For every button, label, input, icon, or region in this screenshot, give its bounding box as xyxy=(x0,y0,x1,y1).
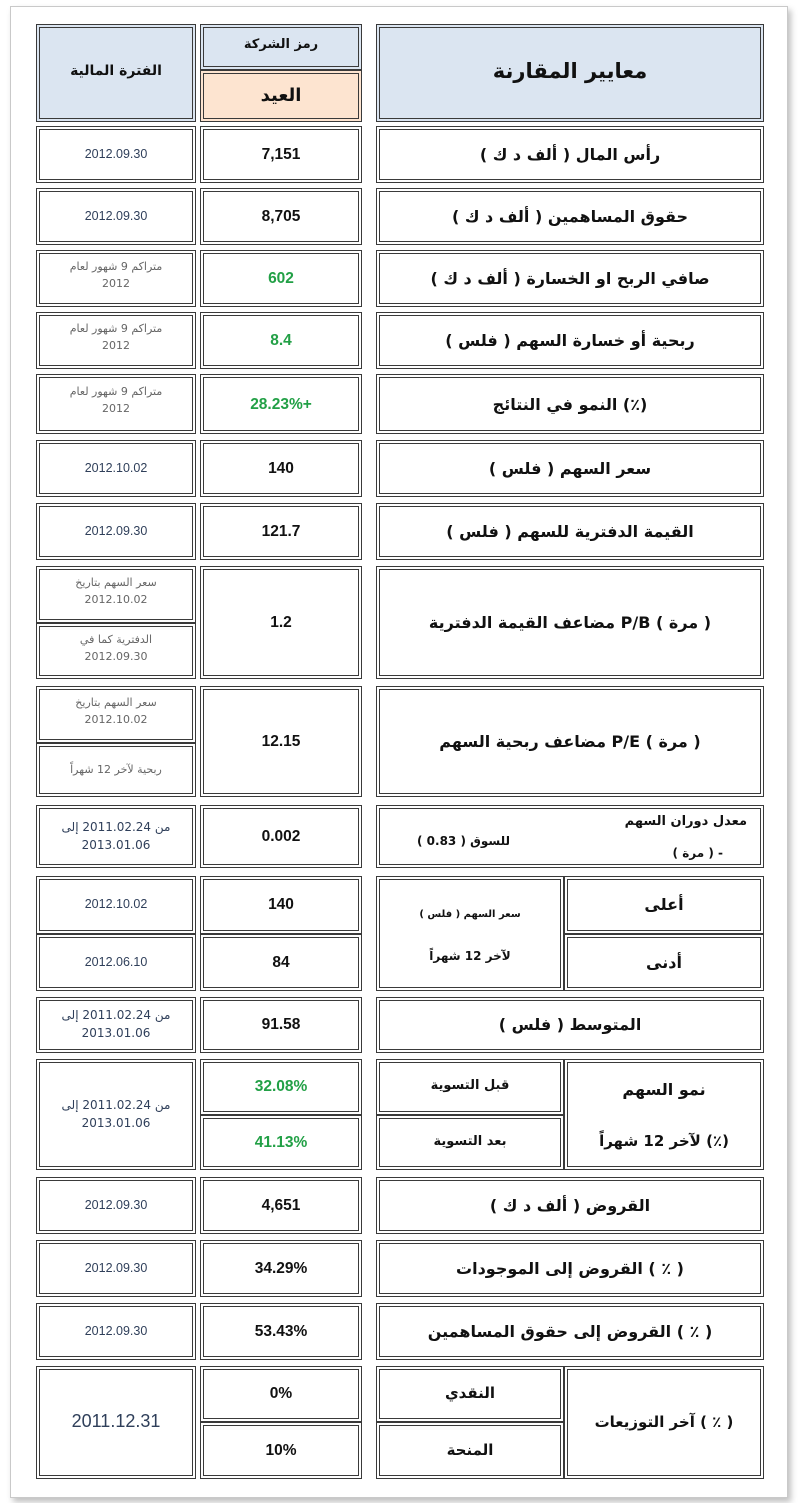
turnover-period: من 2011.02.24 إلى 2013.01.06 xyxy=(61,820,171,852)
growth-label-cell xyxy=(376,374,764,434)
dividends-period: 2011.12.31 xyxy=(71,1411,161,1431)
stock-growth-before-label: قبل التسوية xyxy=(430,1078,510,1093)
stock-growth-period: من 2011.02.24 إلى 2013.01.06 xyxy=(61,1098,171,1130)
equity-label-cell xyxy=(376,188,764,245)
net-profit-label: صافي الربح او الخسارة ( ألف د ك ) xyxy=(430,269,710,288)
pb-value: 1.2 xyxy=(270,614,292,631)
loans-equity-period: 2012.09.30 xyxy=(84,1324,148,1338)
dividends-cash-label: النقدي xyxy=(444,1384,496,1402)
dividends-bonus-label-cell xyxy=(376,1422,564,1479)
turnover-label3: ( مرة ) - xyxy=(672,846,723,860)
stock-growth-label-cell xyxy=(564,1059,764,1170)
range-mid-cell xyxy=(376,876,564,991)
price-value-cell xyxy=(200,440,362,497)
capital-value: 7,151 xyxy=(261,146,301,163)
pb-label-cell xyxy=(376,566,764,679)
dividends-period-cell xyxy=(36,1366,196,1479)
loans-assets-period: 2012.09.30 xyxy=(84,1261,148,1275)
low-value: 84 xyxy=(272,954,290,971)
high-period-cell xyxy=(36,876,196,934)
loans-assets-value: 34.29% xyxy=(254,1260,308,1277)
net-profit-period-cell xyxy=(36,250,196,307)
net-profit-period: متراكم 9 شهور لعام 2012 xyxy=(69,260,163,290)
stock-growth-label1: نمو السهم xyxy=(622,1080,706,1099)
average-period-cell xyxy=(36,997,196,1053)
book-value-value-cell xyxy=(200,503,362,560)
growth-label: النمو في النتائج (٪) xyxy=(492,395,648,414)
stock-growth-after-label: بعد التسوية xyxy=(433,1134,507,1149)
loans-label-cell xyxy=(376,1177,764,1234)
loans-equity-label-cell xyxy=(376,1303,764,1360)
loans-assets-value-cell xyxy=(200,1240,362,1297)
eps-period-cell xyxy=(36,312,196,369)
eps-value: 8.4 xyxy=(270,332,292,349)
loans-assets-label: القروض إلى الموجودات ( ٪ ) xyxy=(456,1259,684,1278)
capital-period-cell xyxy=(36,126,196,183)
high-period: 2012.10.02 xyxy=(84,897,148,911)
eps-label-cell xyxy=(376,312,764,369)
dividends-cash-value-cell xyxy=(200,1366,362,1422)
stock-growth-period-cell xyxy=(36,1059,196,1170)
pb-value-cell xyxy=(200,566,362,679)
equity-period: 2012.09.30 xyxy=(84,209,148,223)
net-profit-value: 602 xyxy=(268,270,294,287)
book-value-period-cell xyxy=(36,503,196,560)
dividends-bonus-value-cell xyxy=(200,1422,362,1479)
pe-period2-cell xyxy=(36,743,196,797)
loans-equity-label: القروض إلى حقوق المساهمين ( ٪ ) xyxy=(427,1322,713,1341)
header-period-label: الفترة المالية xyxy=(70,63,162,79)
growth-period-cell xyxy=(36,374,196,434)
low-period: 2012.06.10 xyxy=(84,955,148,969)
capital-value-cell xyxy=(200,126,362,183)
net-profit-value-cell xyxy=(200,250,362,307)
stock-growth-before-value: 32.08% xyxy=(254,1078,308,1095)
pb-period1-cell xyxy=(36,566,196,623)
stock-growth-after-label-cell xyxy=(376,1115,564,1170)
pe-value-cell xyxy=(200,686,362,797)
stock-growth-after-value: 41.13% xyxy=(254,1134,308,1151)
low-period-cell xyxy=(36,934,196,991)
dividends-cash-value: 0% xyxy=(269,1385,293,1402)
price-period: 2012.10.02 xyxy=(84,461,148,475)
equity-value-cell xyxy=(200,188,362,245)
loans-equity-period-cell xyxy=(36,1303,196,1360)
eps-value-cell xyxy=(200,312,362,369)
average-label-cell xyxy=(376,997,764,1053)
pb-period1: سعر السهم بتاريخ 2012.10.02 xyxy=(75,576,157,606)
stock-growth-before-label-cell xyxy=(376,1059,564,1115)
pe-period1-cell xyxy=(36,686,196,743)
header-company-name: العيد xyxy=(260,85,302,106)
pb-label: مضاعف القيمة الدفترية P/B ( مرة ) xyxy=(428,613,712,632)
average-label: المتوسط ( فلس ) xyxy=(498,1015,642,1034)
low-label-cell xyxy=(564,934,764,991)
book-value-value: 121.7 xyxy=(261,523,301,540)
low-label: أدنى xyxy=(646,953,682,972)
header-code-label: رمز الشركة xyxy=(243,37,319,52)
high-label-cell xyxy=(564,876,764,934)
growth-period: متراكم 9 شهور لعام 2012 xyxy=(69,385,163,415)
price-label-cell xyxy=(376,440,764,497)
price-label: سعر السهم ( فلس ) xyxy=(488,459,652,478)
turnover-period-cell xyxy=(36,805,196,868)
turnover-value-cell xyxy=(200,805,362,868)
loans-label: القروض ( ألف د ك ) xyxy=(489,1196,651,1215)
high-value-cell xyxy=(200,876,362,934)
pb-period2: الدفترية كما في 2012.09.30 xyxy=(79,633,153,663)
range-mid-label1: سعر السهم ( فلس ) xyxy=(419,909,521,920)
header-criteria-cell xyxy=(376,24,764,122)
dividends-bonus-label: المنحة xyxy=(446,1441,494,1459)
pe-period2: ربحية لآخر 12 شهراً xyxy=(70,763,162,776)
average-value-cell xyxy=(200,997,362,1053)
header-code-cell xyxy=(200,24,362,70)
loans-assets-period-cell xyxy=(36,1240,196,1297)
capital-label: رأس المال ( ألف د ك ) xyxy=(479,145,661,164)
stock-growth-after-value-cell xyxy=(200,1115,362,1170)
loans-period: 2012.09.30 xyxy=(84,1198,148,1212)
average-period: من 2011.02.24 إلى 2013.01.06 xyxy=(61,1008,171,1040)
dividends-label: آخر التوزيعات ( ٪ ) xyxy=(594,1413,734,1431)
equity-value: 8,705 xyxy=(261,208,301,225)
average-value: 91.58 xyxy=(261,1016,301,1033)
dividends-label-cell xyxy=(564,1366,764,1479)
pe-period1: سعر السهم بتاريخ 2012.10.02 xyxy=(75,696,157,726)
header-criteria-label: معايير المقارنة xyxy=(492,59,648,83)
equity-label: حقوق المساهمين ( ألف د ك ) xyxy=(451,207,689,226)
stock-growth-label2: لآخر 12 شهراً (٪) xyxy=(599,1132,729,1150)
header-period-cell xyxy=(36,24,196,122)
dividends-cash-label-cell xyxy=(376,1366,564,1422)
loans-period-cell xyxy=(36,1177,196,1234)
loans-equity-value: 53.43% xyxy=(254,1323,308,1340)
turnover-value: 0.002 xyxy=(261,828,301,845)
dividends-bonus-value: 10% xyxy=(265,1442,297,1459)
loans-value-cell xyxy=(200,1177,362,1234)
stock-growth-before-value-cell xyxy=(200,1059,362,1115)
turnover-label-cell xyxy=(376,805,764,868)
high-value: 140 xyxy=(268,896,294,913)
price-value: 140 xyxy=(268,460,294,477)
eps-label: ربحية أو خسارة السهم ( فلس ) xyxy=(445,331,695,350)
book-value-period: 2012.09.30 xyxy=(84,524,148,538)
low-value-cell xyxy=(200,934,362,991)
net-profit-label-cell xyxy=(376,250,764,307)
high-label: أعلى xyxy=(644,895,684,914)
growth-value: 28.23%+ xyxy=(250,396,312,413)
loans-value: 4,651 xyxy=(261,1197,301,1214)
equity-period-cell xyxy=(36,188,196,245)
turnover-label1: معدل دوران السهم xyxy=(624,814,747,829)
turnover-label2: للسوق ( 0.83 ) xyxy=(417,834,510,848)
price-period-cell xyxy=(36,440,196,497)
pe-value: 12.15 xyxy=(261,733,301,750)
range-mid-label2: لآخر 12 شهراً xyxy=(429,949,511,963)
pe-label-cell xyxy=(376,686,764,797)
loans-equity-value-cell xyxy=(200,1303,362,1360)
growth-value-cell xyxy=(200,374,362,434)
capital-label-cell xyxy=(376,126,764,183)
eps-period: متراكم 9 شهور لعام 2012 xyxy=(69,322,163,352)
header-company-cell xyxy=(200,70,362,122)
book-value-label-cell xyxy=(376,503,764,560)
book-value-label: القيمة الدفترية للسهم ( فلس ) xyxy=(446,522,694,541)
capital-period: 2012.09.30 xyxy=(84,147,148,161)
loans-assets-label-cell xyxy=(376,1240,764,1297)
pb-period2-cell xyxy=(36,623,196,679)
pe-label: مضاعف ربحية السهم P/E ( مرة ) xyxy=(439,732,701,751)
